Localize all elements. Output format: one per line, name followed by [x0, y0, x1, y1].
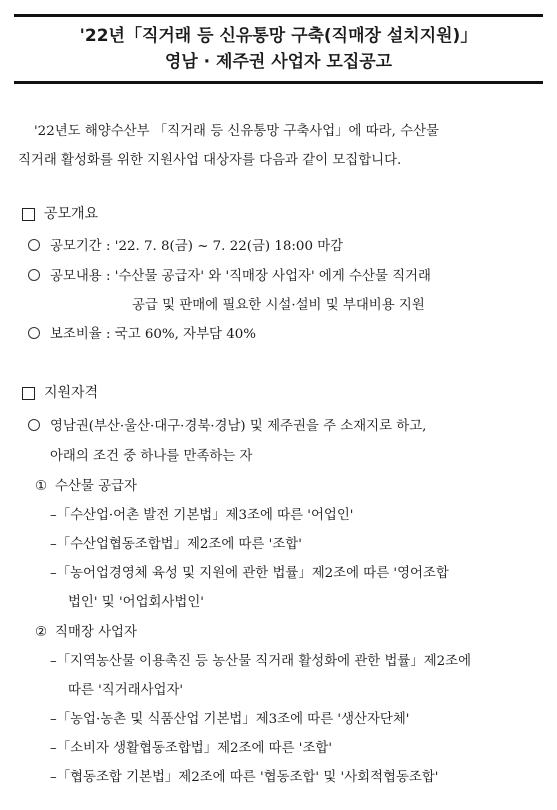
- section-eligibility-heading: [22, 383, 98, 403]
- group-supplier-number: ①: [35, 479, 48, 494]
- circle-bullet-icon: [28, 269, 40, 281]
- store-item-2: –「농업·농촌 및 식품산업 기본법」제3조에 따른 '생산자단체': [50, 712, 410, 727]
- overview-subsidy: [28, 325, 256, 345]
- eligibility-region: [28, 417, 426, 437]
- store-item-3: –「소비자 생활협동조합법」제2조에 따른 '조합': [50, 741, 333, 756]
- overview-subsidy-text: 보조비율 : 국고 60%, 자부담 40%: [50, 327, 256, 342]
- supplier-item-3: –「농어업경영체 육성 및 지원에 관한 법률」제2조에 따른 '영어조합: [50, 566, 449, 581]
- store-item-1: –「지역농산물 이용촉진 등 농산물 직거래 활성화에 관한 법률」제2조에: [50, 654, 472, 669]
- title-line-1: '22년「직거래 등 신유통망 구축(직매장 설치지원)」: [79, 26, 478, 46]
- group-store-heading: [35, 623, 137, 643]
- group-store-number: ②: [35, 625, 48, 640]
- section-eligibility-label: 지원자격: [44, 385, 99, 401]
- group-supplier-heading: [35, 477, 137, 497]
- circle-bullet-icon: [28, 327, 40, 339]
- circle-bullet-icon: [28, 239, 40, 251]
- overview-content-text: 공모내용 : '수산물 공급자' 와 '직매장 사업자' 에게 수산물 직거래: [50, 269, 431, 284]
- square-bullet-icon: [22, 387, 35, 400]
- intro-line-1: '22년도 해양수산부 「직거래 등 신유통망 구축사업」에 따라, 수산물: [34, 124, 439, 139]
- supplier-item-3-cont: 법인' 및 '어업회사법인': [68, 595, 204, 610]
- group-supplier-label: 수산물 공급자: [55, 479, 137, 494]
- intro-line-2: 직거래 활성화를 위한 지원사업 대상자를 다음과 같이 모집합니다.: [18, 153, 402, 168]
- supplier-item-1: –「수산업·어촌 발전 기본법」제3조에 따른 '어업인': [50, 508, 354, 523]
- circle-bullet-icon: [28, 419, 40, 431]
- section-overview-label: 공모개요: [44, 206, 99, 222]
- group-store-label: 직매장 사업자: [55, 625, 137, 640]
- overview-content-cont: 공급 및 판매에 필요한 시설·설비 및 부대비용 지원: [132, 298, 425, 313]
- title-box: [14, 14, 543, 84]
- overview-period-text: 공모기간 : '22. 7. 8(금) ~ 7. 22(금) 18:00 마감: [50, 239, 344, 254]
- section-overview-heading: [22, 204, 98, 224]
- square-bullet-icon: [22, 208, 35, 221]
- eligibility-region-text: 영남권(부산·울산·대구·경북·경남) 및 제주권을 주 소재지로 하고,: [50, 419, 427, 434]
- overview-content: [28, 267, 431, 287]
- store-item-1-cont: 따른 '직거래사업자': [68, 683, 184, 698]
- eligibility-region-cont: 아래의 조건 중 하나를 만족하는 자: [50, 449, 253, 464]
- title-line-2: 영남 · 제주권 사업자 모집공고: [164, 52, 393, 72]
- overview-period: [28, 237, 343, 257]
- supplier-item-2: –「수산업협동조합법」제2조에 따른 '조합': [50, 537, 302, 552]
- store-item-4: –「협동조합 기본법」제2조에 따른 '협동조합' 및 '사회적협동조합': [50, 770, 439, 785]
